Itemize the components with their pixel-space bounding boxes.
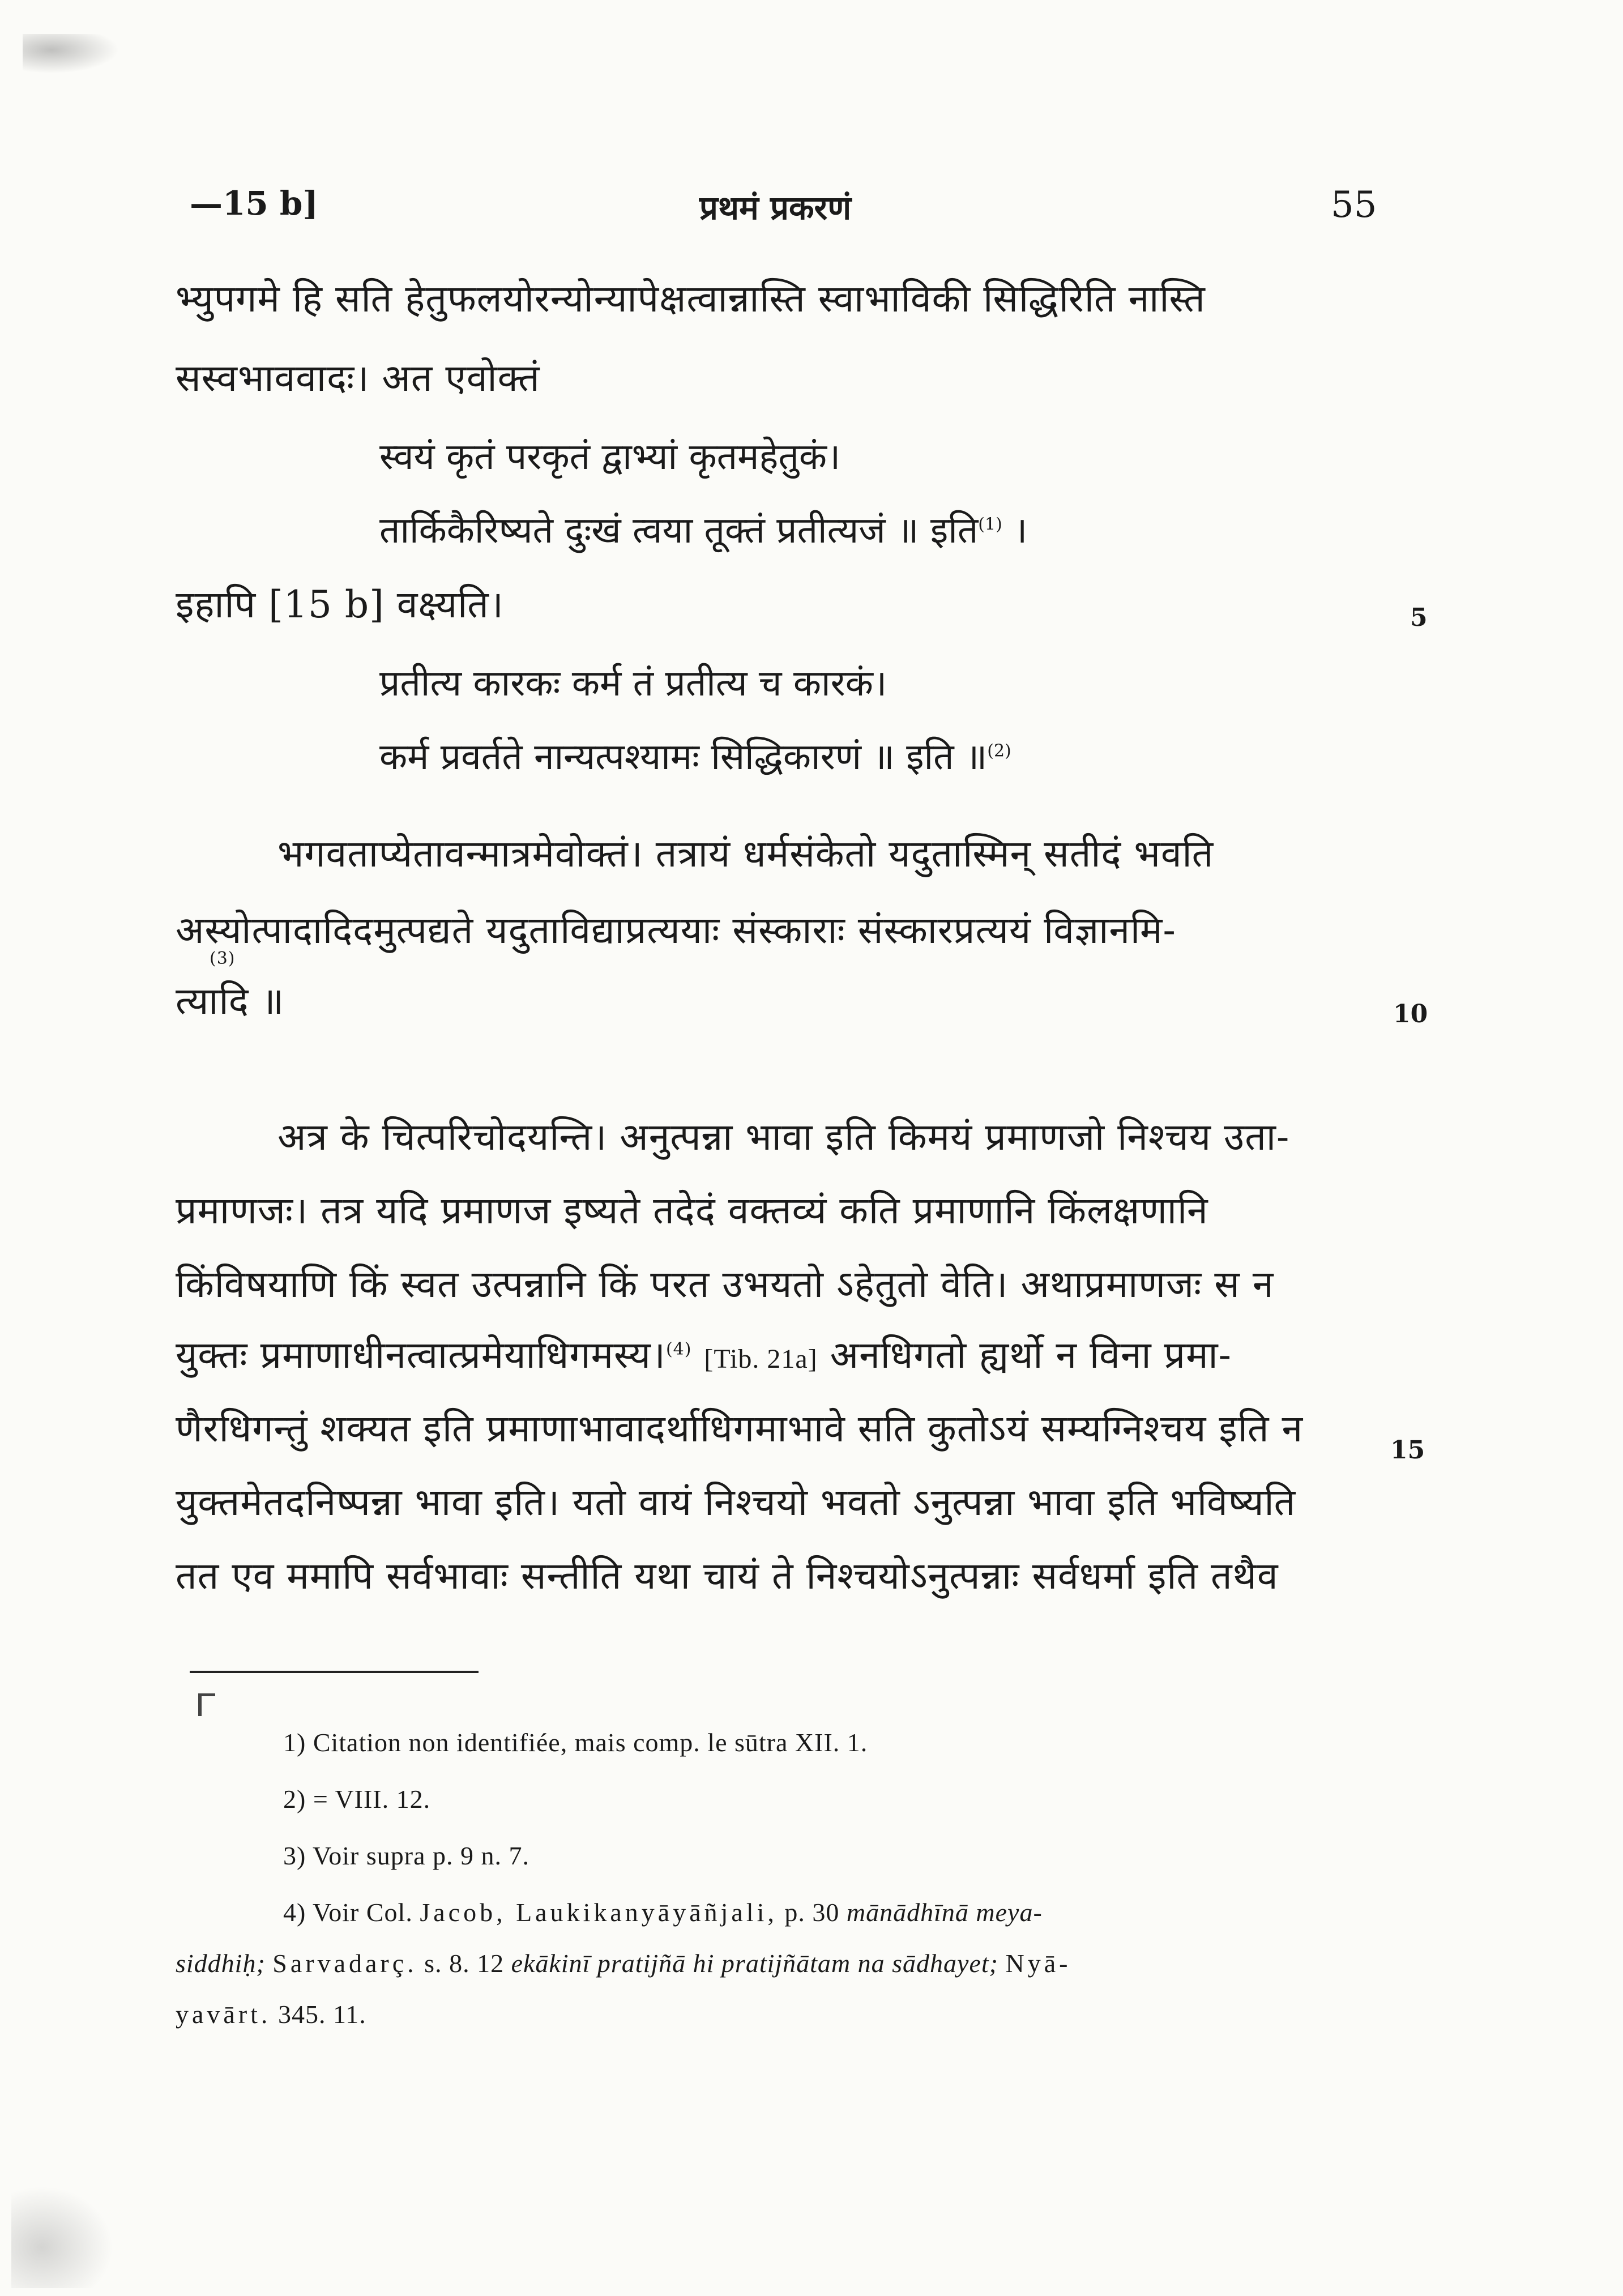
- paragraph-3-line-3: किंविषयाणि किं स्वत उत्पन्नानि किं परत उभयतो ऽहेतुतो वेति। अथाप्रमाणजः स न: [176, 1262, 1274, 1306]
- footnote-1: 1) Citation non identifiée, mais comp. le sūtra XII. 1.: [283, 1728, 868, 1757]
- paragraph-2-line-1: भगवताप्येतावन्मात्रमेवोक्तं। तत्रायं धर्मसंकेतो यदुतास्मिन् सतीदं भवति: [277, 832, 1214, 876]
- margin-line-number-10: 10: [1393, 1000, 1428, 1028]
- footnote-4-line-3: yavārt. 345. 11.: [176, 2000, 366, 2029]
- verse-1-line-a: स्वयं कृतं परकृतं द्वाभ्यां कृतमहेतुकं।: [379, 436, 841, 478]
- text-line-1: भ्युपगमे हि सति हेतुफलयोरन्योन्यापेक्षत्वान्नास्ति स्वाभाविकी सिद्धिरिति नास्ति: [176, 277, 1206, 321]
- paragraph-3-line-5: णैरधिगन्तुं शक्यत इति प्रमाणाभावादर्थाधिगमाभावे सति कुतोऽयं सम्यग्निश्चय इति न: [176, 1407, 1304, 1450]
- paragraph-3-line-6: युक्तमेतदनिष्पन्ना भावा इति। यतो वायं निश्चयो भवतो ऽनुत्पन्ना भावा इति भविष्यति: [176, 1480, 1296, 1524]
- paragraph-3-line-1: अत्र के चित्परिचोदयन्ति। अनुत्पन्ना भावा इति किमयं प्रमाणजो निश्चय उता-: [277, 1115, 1290, 1159]
- paragraph-3-line-2: प्रमाणजः। तत्र यदि प्रमाणज इष्यते तदेदं वक्तव्यं कति प्रमाणानि किंलक्षणानि: [176, 1189, 1208, 1232]
- paragraph-2-line-2: अस्योत्पादादिदमुत्पद्यते यदुताविद्याप्रत्ययाः संस्काराः संस्कारप्रत्ययं विज्ञानमि-: [176, 908, 1176, 952]
- text-line-2: सस्वभाववादः। अत एवोक्तं: [176, 356, 540, 400]
- chapter-title: प्रथमं प्रकरणं: [699, 189, 852, 227]
- tibetan-folio-ref: [Tib. 21a]: [704, 1344, 818, 1374]
- page-number: 55: [1331, 184, 1377, 226]
- margin-line-number-15: 15: [1390, 1436, 1425, 1465]
- paragraph-2-line-3: (3) त्यादि ॥: [176, 949, 285, 1023]
- margin-line-number-5: 5: [1410, 603, 1428, 632]
- verse-2-line-b: कर्म प्रवर्तते नान्यत्पश्यामः सिद्धिकारणं ॥ इति ॥$^{(2)}$: [379, 736, 1011, 778]
- footnote-4-line-2: siddhiḥ; Sarvadarç. s. 8. 12 ekākinī pratijñā hi pratijñātam na sādhayet; Nyā-: [176, 1949, 1071, 1978]
- verse-1-line-b: तार्किकैरिष्यते दुःखं त्वया तूक्तं प्रतीत्यजं ॥ इति$^{(1)}$ ।: [379, 510, 1028, 552]
- scan-smudge-top: [23, 34, 119, 74]
- scan-mark-horizontal: [198, 1693, 215, 1696]
- footnote-separator: [190, 1671, 479, 1673]
- section-reference: —15 b]: [190, 184, 318, 223]
- footnote-ref-3: (3): [210, 949, 236, 968]
- scan-smudge-bottom: [11, 2186, 113, 2288]
- footnote-ref-1: (1): [978, 514, 1002, 535]
- text-line-iha: इहापि [15 b] वक्ष्यति।: [176, 583, 504, 626]
- paragraph-3-line-4: युक्तः प्रमाणाधीनत्वात्प्रमेयाधिगमस्य।$^{(4)}$ [Tib. 21a] अनधिगतो ह्यर्थो न विना प्रमा-: [176, 1333, 1232, 1377]
- footnote-3: 3) Voir supra p. 9 n. 7.: [283, 1841, 530, 1870]
- verse-2-line-a: प्रतीत्य कारकः कर्म तं प्रतीत्य च कारकं।: [379, 663, 887, 705]
- scan-mark: [198, 1693, 202, 1716]
- footnote-ref-2: (2): [987, 741, 1011, 761]
- paragraph-3-line-7: तत एव ममापि सर्वभावाः सन्तीति यथा चायं ते निश्चयोऽनुत्पन्नाः सर्वधर्मा इति तथैव: [176, 1554, 1279, 1598]
- footnote-2: 2) = VIII. 12.: [283, 1785, 431, 1813]
- footnote-ref-4: (4): [665, 1339, 692, 1359]
- footnote-4-line-1: 4) Voir Col. Jacob, Laukikanyāyāñjali, p. 30 mānādhīnā meya-: [283, 1898, 1043, 1927]
